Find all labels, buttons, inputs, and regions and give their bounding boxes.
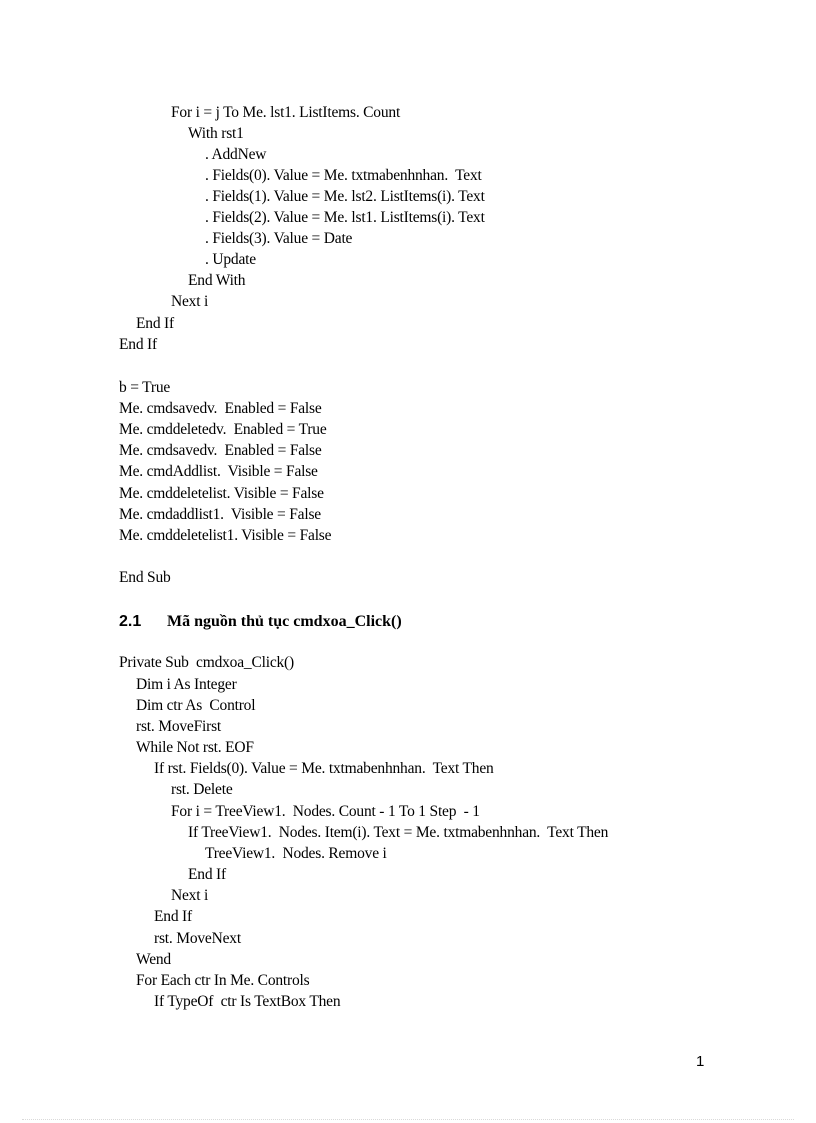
- code-line: Me. cmddeletelist. Visible = False: [119, 485, 324, 502]
- section-title: Mã nguồn thủ tục cmdxoa_Click(): [167, 613, 402, 630]
- code-line: End With: [188, 272, 246, 289]
- code-line: End If: [188, 866, 226, 883]
- code-line: If TreeView1. Nodes. Item(i). Text = Me. txtmabenhnhan. Text Then: [188, 824, 609, 841]
- code-line: If rst. Fields(0). Value = Me. txtmabenhnhan. Text Then: [154, 760, 494, 777]
- code-line: . Fields(1). Value = Me. lst2. ListItems(i). Text: [205, 188, 485, 205]
- code-line: For Each ctr In Me. Controls: [136, 972, 310, 989]
- code-line: Dim ctr As Control: [136, 697, 256, 714]
- code-line: Private Sub cmdxoa_Click(): [119, 654, 294, 671]
- code-line: TreeView1. Nodes. Remove i: [205, 845, 387, 862]
- code-line: End If: [154, 908, 192, 925]
- code-line: . Update: [205, 251, 256, 268]
- section-number: 2.1: [119, 613, 142, 630]
- code-line: For i = j To Me. lst1. ListItems. Count: [171, 104, 401, 121]
- code-line: . AddNew: [205, 146, 267, 163]
- code-line: . Fields(2). Value = Me. lst1. ListItems(i). Text: [205, 209, 485, 226]
- code-line: Me. cmddeletedv. Enabled = True: [119, 421, 327, 438]
- code-line: Next i: [171, 293, 209, 310]
- page-edge-divider: [22, 1119, 794, 1120]
- code-line: rst. MoveNext: [154, 930, 241, 947]
- code-line: Next i: [171, 887, 209, 904]
- code-line: Me. cmdAddlist. Visible = False: [119, 463, 318, 480]
- code-line: . Fields(3). Value = Date: [205, 230, 353, 247]
- code-line: With rst1: [188, 125, 244, 142]
- code-line: rst. Delete: [171, 781, 233, 798]
- code-line: Dim i As Integer: [136, 676, 237, 693]
- page-number: 1: [696, 1053, 705, 1070]
- code-line: b = True: [119, 379, 171, 396]
- code-line: Me. cmddeletelist1. Visible = False: [119, 527, 332, 544]
- code-line: Me. cmdaddlist1. Visible = False: [119, 506, 321, 523]
- code-line: . Fields(0). Value = Me. txtmabenhnhan. Text: [205, 167, 482, 184]
- code-line: Wend: [136, 951, 171, 968]
- code-line: rst. MoveFirst: [136, 718, 222, 735]
- code-line: End If: [136, 315, 174, 332]
- code-line: Me. cmdsavedv. Enabled = False: [119, 442, 322, 459]
- code-line: For i = TreeView1. Nodes. Count - 1 To 1 Step - 1: [171, 803, 480, 820]
- code-line: End Sub: [119, 569, 171, 586]
- code-line: End If: [119, 336, 157, 353]
- code-line: If TypeOf ctr Is TextBox Then: [154, 993, 341, 1010]
- code-line: While Not rst. EOF: [136, 739, 254, 756]
- code-line: Me. cmdsavedv. Enabled = False: [119, 400, 322, 417]
